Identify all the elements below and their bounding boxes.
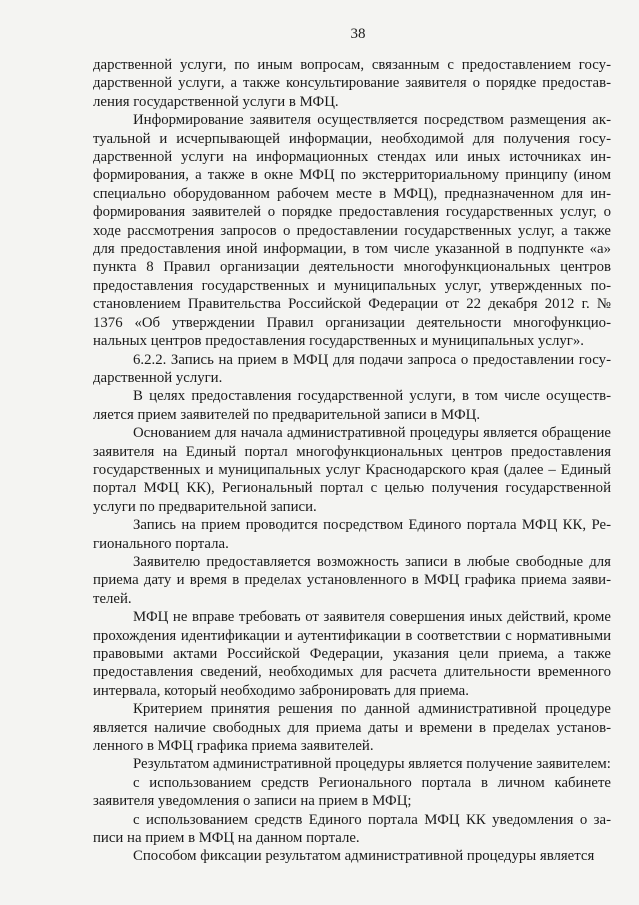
paragraph: Основанием для начала административной процедуры является обращение заявителя на Единый портал многофункциональных центров предоставления государственных и муниципальных услуг Краснодарского края (далее – Единый портал МФЦ КК), Региональный портал с целью получения государственной услуги по предварительной записи. [93, 425, 611, 515]
paragraph: с использованием средств Регионального портала в личном кабинете заявителя уведомления о записи на прием в МФЦ; [93, 774, 611, 810]
document-body [93, 56, 611, 866]
paragraph: 6.2.2. Запись на прием в МФЦ для подачи запроса о предоставлении государственной услуги. [93, 351, 611, 386]
paragraph: с использованием средств Единого портала МФЦ КК уведомления о записи на прием в МФЦ на данном портале. [93, 811, 611, 847]
paragraph: Запись на прием проводится посредством Единого портала МФЦ КК, Регионального портала. [93, 517, 611, 552]
paragraph: Критерием принятия решения по данной административной процедуре является наличие свободных для приема даты и времени в пределах установленного в МФЦ графика приема заявителей. [93, 701, 611, 755]
paragraph: Способом фиксации результатом административной процедуры является [133, 848, 595, 865]
page-number: 38 [350, 26, 366, 42]
paragraph: В целях предоставления государственной услуги, в том числе осуществляется прием заявителей по предварительной записи в МФЦ. [93, 388, 611, 423]
paragraph: Заявителю предоставляется возможность записи в любые свободные для приема дату и время в пределах установленного в МФЦ графика приема заявителей. [93, 553, 611, 607]
paragraph: Информирование заявителя осуществляется посредством размещения актуальной и исчерпывающей информации, необходимой для получения государственной услуги на информационных стендах или иных источниках информирования, а также в окне МФЦ по экстерриториальному принципу (ином специально оборудованном рабочем месте в МФЦ), предназначенном для информирования заявителей о порядке предоставления государственных услуг, о ходе рассмотрения запросов о предоставлении государственных услуг, а также для предоставления иной информации, в том числе указанной в подпункте «а» пункта 8 Правил организации деятельности многофункциональных центров предоставления государственных и муниципальных услуг, утвержденных постановлением Правительства Российской Федерации от 22 декабря 2012 г. № 1376 «Об утверждении Правил организации деятельности многофункциональных центров предоставления государственных и муниципальных услуг». [93, 112, 611, 350]
paragraph: дарственной услуги, по иным вопросам, связанным с предоставлением государственной услуги, а также консультирование заявителя о порядке предоставления государственной услуги в МФЦ. [93, 57, 611, 110]
paragraph: МФЦ не вправе требовать от заявителя совершения иных действий, кроме прохождения идентификации и аутентификации в соответствии с нормативными правовыми актами Российской Федерации, указания цели приема, а также предоставления сведений, необходимых для расчета длительности временного интервала, который необходимо забронировать для приема. [93, 609, 611, 699]
paragraph: Результатом административной процедуры является получение заявителем: [133, 756, 611, 773]
